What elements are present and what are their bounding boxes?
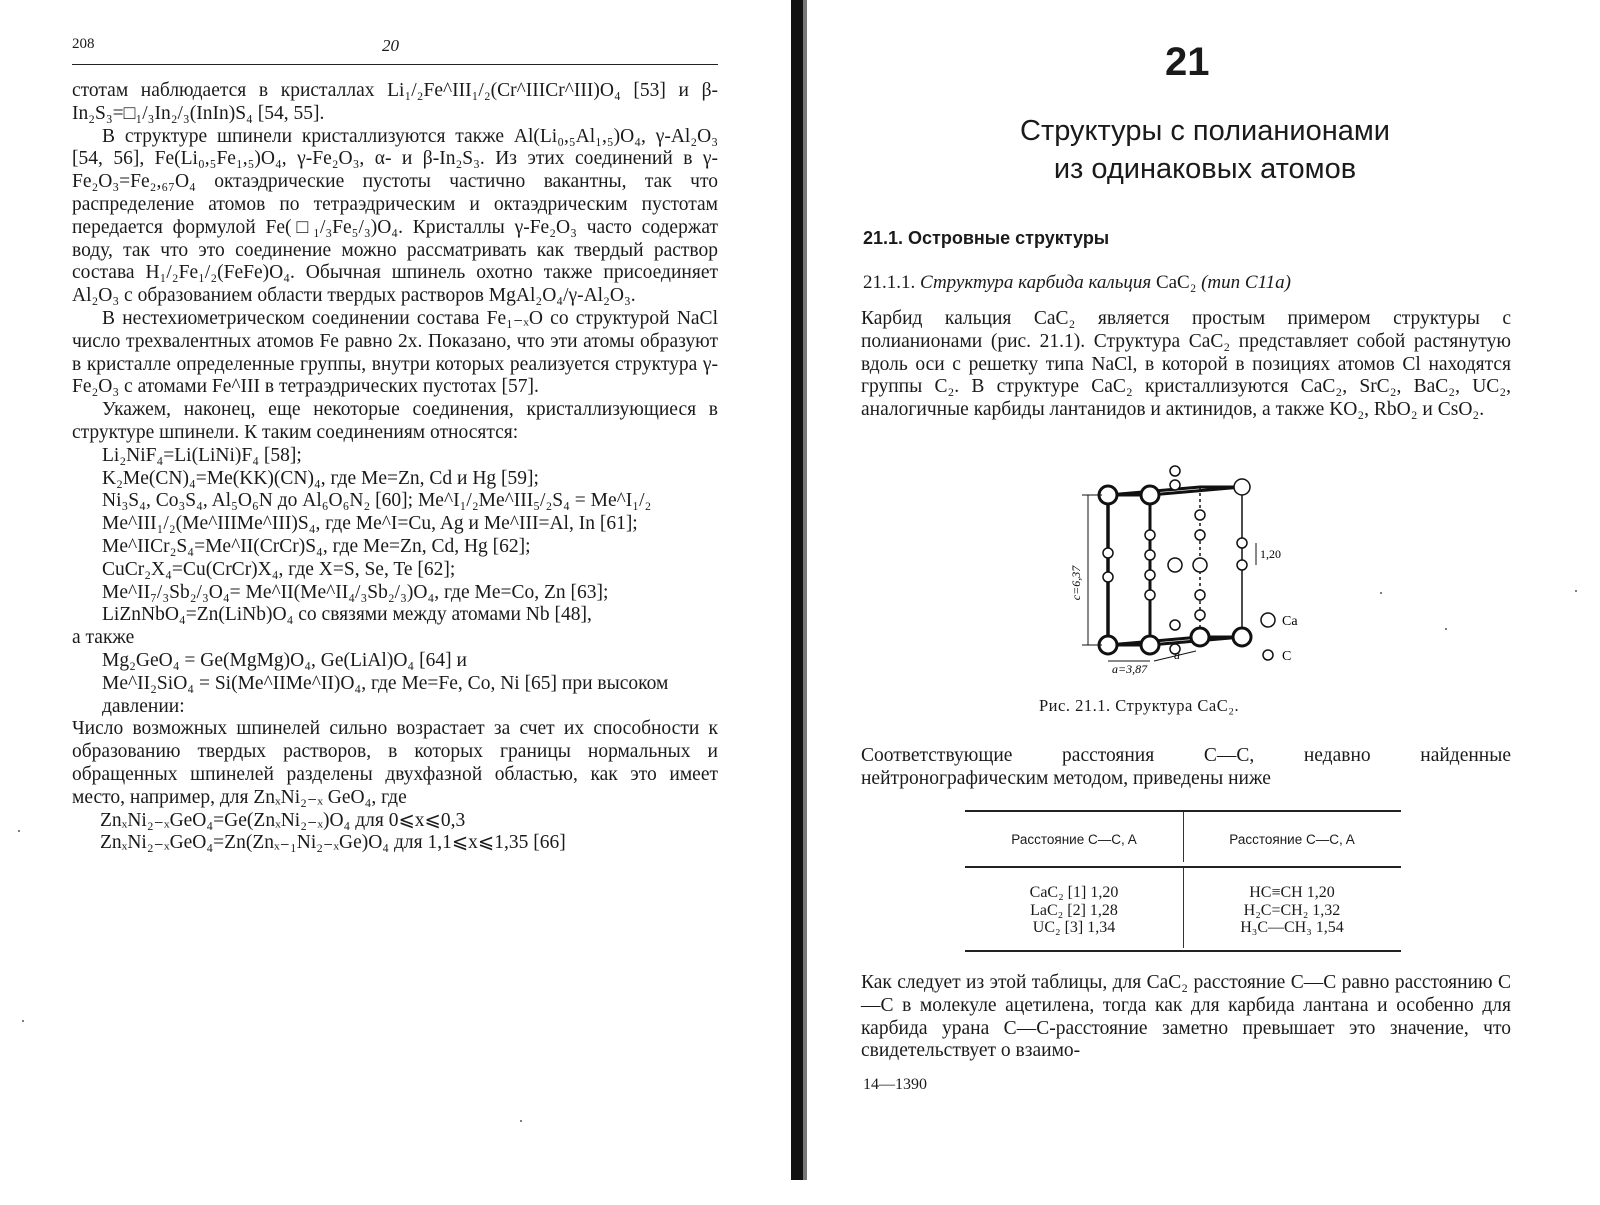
printer-signature: 14—1390 <box>863 1076 927 1093</box>
formula-line: K₂Me(CN)₄=Me(KK)(CN)₄, где Me=Zn, Cd и Hg [59]; <box>102 467 539 489</box>
formula-line: Ni₃S₄, Co₃S₄, Al₅O₆N до Al₆O₆N₂ [60]; Me^I₁/₂Me^III₅/₂S₄ = Me^I₁/₂ Me^III₁/₂(Me^IIIMe^III)S₄, где Me^I=Cu, Ag и Me^III=Al, In [61]; <box>102 490 652 535</box>
formula-line: ZnₓNi₂₋ₓGeO₄=Ge(ZnₓNi₂₋ₓ)O₄ для 0⩽x⩽0,3 <box>100 809 466 831</box>
figure-caption: Рис. 21.1. Структура CaC₂. <box>1039 696 1240 715</box>
subsection-number: 21.1.1. <box>863 272 916 293</box>
formula-line: Li₂NiF₄=Li(LiNi)F₄ [58]; <box>102 444 302 466</box>
chapter-title-line: Структуры с полианионами <box>1020 115 1390 147</box>
page-number: 208 <box>72 36 95 52</box>
speck <box>1575 590 1577 592</box>
formula-line: Mg₂GeO₄ = Ge(MgMg)O₄, Ge(LiAl)O₄ [64] и <box>102 649 467 671</box>
paragraph: Как следует из этой таблицы, для CaC₂ расстояние C—C равно расстоянию C—C в молекуле ацетилена, тогда как для карбида лантана и особенно для карбида урана C—C-расстояние заметно превышает это значение, что свидетельствует о взаимо- <box>861 972 1511 1062</box>
section-heading: 21.1. Островные структуры <box>863 228 1110 248</box>
c-axis-label: c=6,37 <box>1069 565 1083 601</box>
paragraph: Карбид кальция CaC₂ является простым примером структуры с полианионами (рис. 21.1). Структура CaC₂ представляет собой растянутую вдоль оси c решетку типа NaCl, в которой в позициях атомов Cl находятся группы C₂. В структуре CaC₂ кристаллизуются CaC₂, SrC₂, BaC₂, UC₂, аналогичные карбиды лантанидов и актинидов, а также KO₂, RbO₂ и CsO₂. <box>861 308 1511 421</box>
running-header <box>72 36 718 65</box>
subsection-heading <box>863 272 1291 294</box>
table-header-left: Расстояние C—C, A <box>1011 832 1137 847</box>
table-header-right: Расстояние C—C, A <box>1229 832 1355 847</box>
table-column-right <box>1183 884 1401 937</box>
a-axis-label: a=3,87 <box>1112 662 1148 676</box>
also-text: а также <box>72 627 135 649</box>
table-cell: HC≡CH 1,20 <box>1249 884 1335 901</box>
formula-line: LiZnNbO₄=Zn(LiNb)O₄ со связями между атомами Nb [48], <box>102 604 592 626</box>
paragraph: Укажем, наконец, еще некоторые соединения, кристаллизующиеся в структуре шпинели. К таким соединениям относятся: <box>72 399 718 443</box>
legend-ca-label: Ca <box>1282 614 1298 629</box>
paragraph: стотам наблюдается в кристаллах Li₁/₂Fe^III₁/₂(Cr^IIICr^III)O₄ [53] и β-In₂S₃=□₁/₃In₂/₃(InIn)S₄ [54, 55]. <box>72 80 718 124</box>
legend-ca-symbol <box>1261 613 1275 627</box>
formula-line: Me^II₇/₃Sb₂/₃O₄= Me^II(Me^II₄/₃Sb₂/₃)O₄, где Me=Co, Zn [63]; <box>102 581 609 603</box>
left-body-text <box>72 80 718 855</box>
paragraph: В нестехиометрическом соединении состава Fe₁₋ₓO со структурой NaCl число трехвалентных атомов Fe равно 2x. Показано, что эти атомы образуют в кристалле определенные группы, внутри которых реализуется структура γ-Fe₂O₃ с атомами Fe^III в тетраэдрических пустотах [57]. <box>72 307 718 398</box>
subsection-type: (тип C11a) <box>1201 272 1291 293</box>
table-cell: LaC₂ [2] 1,28 <box>1030 901 1118 919</box>
table-cell: H₃C—CH₃ 1,54 <box>1240 919 1344 936</box>
paragraph: Число возможных шпинелей сильно возрастает за счет их способности к образованию твердых растворов, в которых границы нормальных и обращенных шпинелей разделены двухфазной областью, как это имеет место, например, для ZnₓNi₂₋ₓ GeO₄, где <box>72 718 718 808</box>
table-cell: CaC₂ [1] 1,20 <box>1029 884 1119 901</box>
book-spine <box>791 0 803 1180</box>
a-axis-label-2: a <box>1174 648 1180 662</box>
paragraph: Соответствующие расстояния C—C, недавно найденные нейтронографическим методом, приведены ниже <box>861 745 1511 789</box>
chapter-title-line: из одинаковых атомов <box>1053 153 1357 185</box>
speck <box>1380 592 1382 594</box>
speck <box>520 1120 522 1122</box>
cac2-structure-figure <box>1050 465 1320 680</box>
formula-line: ZnₓNi₂₋ₓGeO₄=Zn(Znₓ₋₁Ni₂₋ₓGe)O₄ для 1,1⩽x⩽1,35 [66] <box>100 832 566 854</box>
right-page <box>805 0 1600 1205</box>
legend-c-label: C <box>1282 649 1292 664</box>
speck <box>18 830 20 832</box>
speck <box>1445 628 1447 630</box>
legend-c-symbol <box>1263 650 1273 660</box>
formula-line: Me^IICr₂S₄=Me^II(CrCr)S₄, где Me=Zn, Cd, Hg [62]; <box>102 535 531 557</box>
left-page <box>0 0 795 1205</box>
chapter-number: 21 <box>1165 40 1210 84</box>
paragraph: В структуре шпинели кристаллизуются также Al(Li₀,₅Al₁,₅)O₄, γ-Al₂O₃ [54, 56], Fe(Li₀,₅Fe₁,₅)O₄, γ-Fe₂O₃, α- и β-In₂S₃. Из этих соединений в γ-Fe₂O₃=Fe₂,₆₇O₄ октаэдрические пустоты частично вакантны, так что распределение атомов по тетраэдрическим и октаэдрическим пустотам передается формулой Fe(□₁/₃Fe₅/₃)O₄. Кристаллы γ-Fe₂O₃ часто содержат воду, так что это соединение можно рассматривать как твердый раствор состава H₁/₂Fe₁/₂(FeFe)O₄. Обычная шпинель охотно также присоединяет Al₂O₃ с образованием области твердых растворов MgAl₂O₄/γ-Al₂O₃. <box>72 125 718 307</box>
running-chapter-number: 20 <box>382 36 399 55</box>
formula-line: Me^II₂SiO₄ = Si(Me^IIMe^II)O₄, где Me=Fe, Co, Ni [65] при высоком давлении: <box>102 672 669 717</box>
speck <box>22 1020 24 1022</box>
subsection-title: Структура карбида кальция <box>920 272 1152 293</box>
bond-length-label: 1,20 <box>1260 547 1281 561</box>
table-cell: H₂C=CH₂ 1,32 <box>1243 901 1341 919</box>
table-rule <box>965 950 1401 952</box>
subsection-formula: CaC₂ <box>1155 272 1197 293</box>
table-cell: UC₂ [3] 1,34 <box>1032 919 1116 936</box>
table-column-left <box>965 884 1183 937</box>
formula-line: CuCr₂X₄=Cu(CrCr)X₄, где X=S, Se, Te [62]; <box>102 558 456 580</box>
chapter-title <box>965 112 1445 188</box>
